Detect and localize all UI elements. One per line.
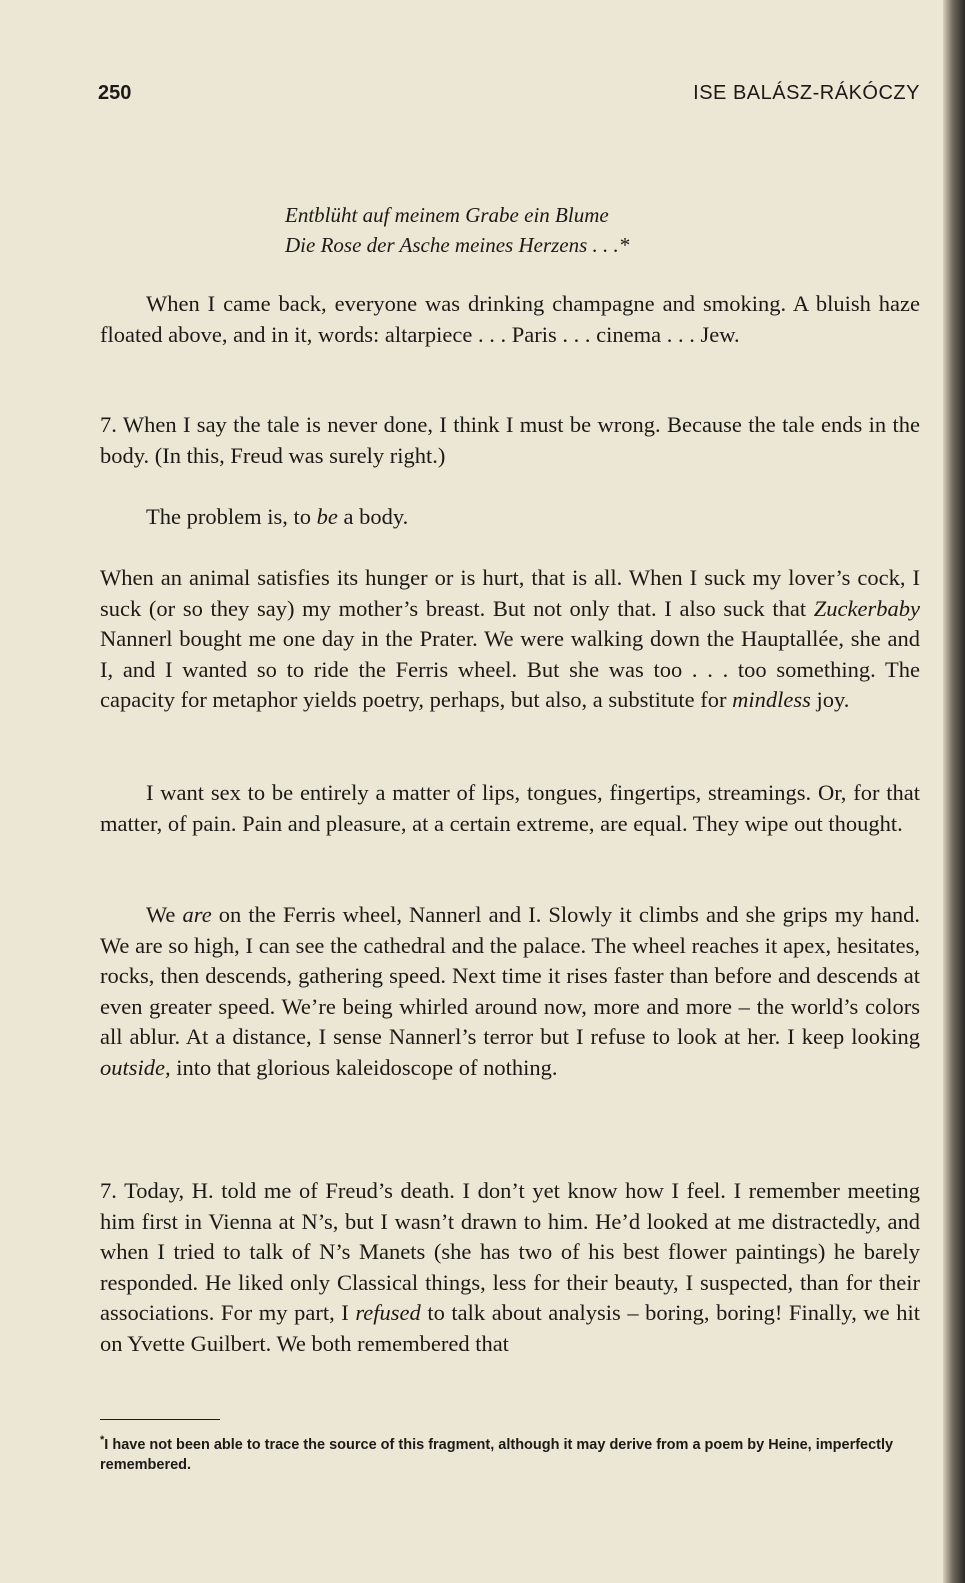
epigraph <box>285 200 629 260</box>
page-number: 250 <box>98 82 132 104</box>
emphasis-outside: outside, <box>100 1054 171 1080</box>
emphasis-are: are <box>182 902 212 927</box>
footnote-marker: * <box>100 1434 105 1446</box>
paragraph-animal-hunger: When an animal satisfies its hunger or is hurt, that is all. When I suck my lover’s cock, I suck (or so they say) my mother’s breast. But not only that. I also suck that Zuckerbaby Nannerl bought me one day in the Prater. We were walking down the Hauptallée, she and I, and I wanted so to ride the Ferris wheel. But she was too . . . too something. The capacity for metaphor yields poetry, perhaps, but also, a substitute for mindless joy. <box>100 565 920 712</box>
paragraph-tale-never-done: 7. When I say the tale is never done, I think I must be wrong. Because the tale ends in the body. (In this, Freud was surely right.) <box>100 412 920 468</box>
paragraph-freud-death: 7. Today, H. told me of Freud’s death. I don’t yet know how I feel. I remember meeting him first in Vienna at N’s, but I wasn’t drawn to him. He’d looked at me distractedly, and when I tried to talk of N’s Manets (she has two of his best flower paintings) he barely responded. He liked only Classical things, less for their beauty, I suspected, than for their associations. For my part, I refused to talk about analysis – boring, boring! Finally, we hit on Yvette Guilbert. We both remembered that <box>100 1178 920 1356</box>
paragraph-champagne: When I came back, everyone was drinking champagne and smoking. A bluish haze floated above, and in it, words: altarpiece . . . Paris . . . cinema . . . Jew. <box>100 291 920 347</box>
epigraph-line-2: Die Rose der Asche meines Herzens . . .* <box>285 233 630 257</box>
emphasis-zuckerbaby: Zuckerbaby <box>813 595 920 621</box>
running-title: ISE BALÁSZ-RÁKÓCZY <box>693 82 920 104</box>
footnote <box>100 1430 920 1475</box>
footnote-text: I have not been able to trace the source of this fragment, although it may derive from a poem by Heine, imperfectly remembered. <box>100 1436 894 1473</box>
page-header <box>100 82 920 112</box>
emphasis-refused: refused <box>355 1300 421 1325</box>
paragraph-sex-pain: I want sex to be entirely a matter of lips, tongues, fingertips, streamings. Or, for that matter, of pain. Pain and pleasure, at a certain extreme, are equal. They wipe out thought. <box>100 780 920 836</box>
emphasis-be: be <box>316 504 338 529</box>
epigraph-line-1: Entblüht auf meinem Grabe ein Blume <box>285 203 609 227</box>
paragraph-be-a-body: The problem is, to be a body. <box>146 504 409 529</box>
emphasis-mindless: mindless <box>732 687 811 712</box>
paragraph-ferris-wheel: We are on the Ferris wheel, Nannerl and I. Slowly it climbs and she grips my hand. We are so high, I can see the cathedral and the palace. The wheel reaches it apex, hesitates, rocks, then descends, gathering speed. Next time it rises faster than before and descends at even greater speed. We’re being whirled around now, more and more – the world’s colors all ablur. At a distance, I sense Nannerl’s terror but I refuse to look at her. I keep looking outside, into that glorious kaleidoscope of nothing. <box>100 902 920 1080</box>
page-edge-shadow <box>943 0 965 1583</box>
footnote-rule <box>100 1419 220 1420</box>
